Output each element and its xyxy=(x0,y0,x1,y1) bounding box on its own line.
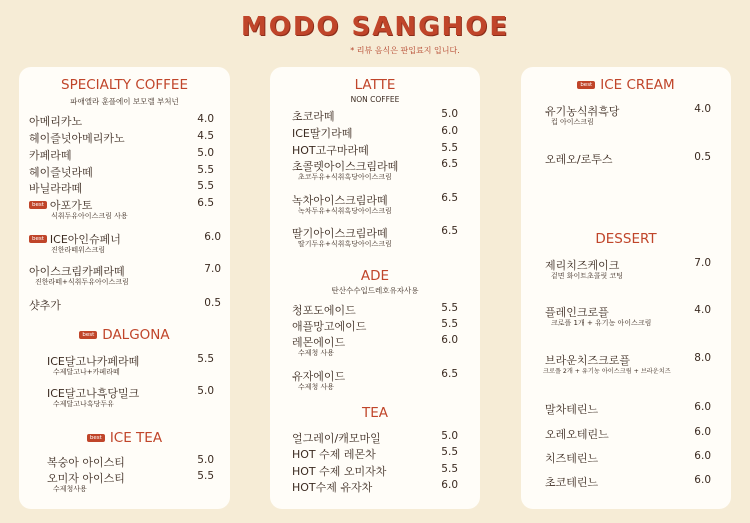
section-title-ade: ADE xyxy=(360,268,390,284)
item-price: 4.0 xyxy=(694,304,711,316)
item-name: HOT고구마라떼 xyxy=(292,144,369,157)
section-title-latte: LATTE xyxy=(354,77,396,93)
menu-item xyxy=(292,446,462,462)
item-name: 카페라떼 xyxy=(29,149,72,162)
item-desc: 진한라떼위스크림 xyxy=(51,246,106,254)
item-desc: 크로플 1개 + 유기농 아이스크림 xyxy=(551,319,652,327)
section-subtitle-latte: NON COFFEE xyxy=(350,95,400,104)
menu-item xyxy=(292,125,462,141)
item-price: 4.0 xyxy=(694,103,711,115)
menu-item xyxy=(29,197,214,220)
best-badge: best xyxy=(29,201,47,209)
item-desc: 진한라떼+식취두유아이스크림 xyxy=(35,278,129,286)
menu-item xyxy=(545,426,715,442)
item-price: 5.5 xyxy=(441,318,458,330)
item-price: 6.0 xyxy=(694,401,711,413)
item-price: 6.0 xyxy=(694,474,711,486)
item-name: HOT수제 유자차 xyxy=(292,481,373,494)
item-price: 5.0 xyxy=(441,108,458,120)
menu-item xyxy=(292,368,462,391)
menu-panel-latte xyxy=(270,67,480,509)
item-name: ICE달고나흑당밀크 xyxy=(47,387,140,400)
item-price: 5.5 xyxy=(441,302,458,314)
item-name: 녹차아이스크림라떼 xyxy=(292,194,388,207)
item-name: best ICE아인슈페너 xyxy=(29,231,121,247)
item-name: 말차테린느 xyxy=(545,403,599,416)
menu-item xyxy=(47,454,212,470)
item-name: 아이스크림카페라떼 xyxy=(29,265,125,278)
section-title-ice-cream: best ICE CREAM xyxy=(521,77,731,93)
item-desc: 초코두유+식취흑당아이스크림 xyxy=(298,173,392,181)
menu-item xyxy=(545,474,715,490)
item-price: 7.0 xyxy=(694,257,711,269)
item-price: 6.5 xyxy=(441,225,458,237)
item-name: 헤이즐넛라떼 xyxy=(29,166,93,179)
item-price: 5.5 xyxy=(197,353,214,365)
item-price: 5.5 xyxy=(197,470,214,482)
section-title-dessert: DESSERT xyxy=(595,231,657,247)
item-price: 6.0 xyxy=(204,231,221,243)
menu-item xyxy=(292,158,462,181)
menu-panel-coffee xyxy=(19,67,230,509)
item-desc: 수제청 사용 xyxy=(298,349,335,357)
item-price: 5.5 xyxy=(441,446,458,458)
menu-item xyxy=(47,353,214,376)
item-name: 청포도에이드 xyxy=(292,304,356,317)
item-name: 복숭아 아이스티 xyxy=(47,456,125,469)
item-price: 6.0 xyxy=(441,479,458,491)
menu-item xyxy=(29,130,214,146)
item-desc: 수제달고나흑당두유 xyxy=(53,400,114,408)
item-name: 초코테린느 xyxy=(545,476,599,489)
section-subtitle-ade: 탄산수수입드레호유자사용 xyxy=(331,286,419,295)
menu-item xyxy=(292,108,462,124)
item-price: 5.5 xyxy=(197,164,214,176)
item-price: 0.5 xyxy=(694,151,711,163)
item-price: 6.5 xyxy=(197,197,214,209)
menu-item xyxy=(545,151,715,167)
item-price: 5.5 xyxy=(197,180,214,192)
menu-header xyxy=(0,0,750,64)
menu-item xyxy=(29,113,214,129)
item-price: 5.0 xyxy=(197,147,214,159)
item-name: 레몬에이드 xyxy=(292,336,346,349)
item-desc: 수제달고나+카페라떼 xyxy=(53,368,120,376)
menu-item xyxy=(292,142,462,158)
item-desc: 겉면 화이트초콜릿 코팅 xyxy=(551,272,624,280)
item-price: 5.0 xyxy=(197,454,214,466)
item-desc: 녹차두유+식취흑당아이스크림 xyxy=(298,207,392,215)
item-name: HOT 수제 레몬차 xyxy=(292,448,376,461)
item-name: 브라운치즈크로플 xyxy=(545,354,631,367)
item-price: 6.5 xyxy=(441,158,458,170)
item-price: 7.0 xyxy=(204,263,221,275)
menu-item xyxy=(29,263,221,286)
item-desc: 식취두유아이스크림 사용 xyxy=(51,212,128,220)
menu-item xyxy=(292,225,462,248)
item-price: 5.5 xyxy=(441,142,458,154)
menu-item xyxy=(47,385,214,408)
item-name: best 아포가토 xyxy=(29,197,92,213)
menu-item xyxy=(545,103,715,126)
item-name: 초콜렛아이스크림라떼 xyxy=(292,160,399,173)
item-name: 오레오테린느 xyxy=(545,428,609,441)
item-name: 제리치즈케이크 xyxy=(545,259,620,272)
menu-item xyxy=(29,231,221,254)
item-name: 오미자 아이스티 xyxy=(47,472,125,485)
menu-item xyxy=(543,352,715,375)
section-title-dalgona: best DALGONA xyxy=(19,327,230,343)
item-price: 5.5 xyxy=(441,463,458,475)
item-name: 초코라떼 xyxy=(292,110,335,123)
item-name: ICE달고나카페라떼 xyxy=(47,355,140,368)
item-name: 딸기아이스크림라떼 xyxy=(292,227,388,240)
item-name: 바닐라라떼 xyxy=(29,182,83,195)
item-price: 4.0 xyxy=(197,113,214,125)
header-note: * 리뷰 음식은 판입료지 입니다. xyxy=(350,46,460,55)
menu-item xyxy=(545,257,715,280)
section-subtitle-specialty: 파애엘라 훈플에이 보모렐 부처넌 xyxy=(70,97,179,106)
item-name: ICE딸기라떼 xyxy=(292,127,353,140)
item-name: 유기농식취흑당 xyxy=(545,105,620,118)
item-price: 6.0 xyxy=(441,125,458,137)
item-name: HOT 수제 오미자차 xyxy=(292,465,387,478)
item-name: 애플망고에이드 xyxy=(292,320,367,333)
item-price: 5.0 xyxy=(197,385,214,397)
item-name: 샷추가 xyxy=(29,299,61,312)
menu-item xyxy=(29,180,214,196)
item-name: 오레오/로투스 xyxy=(545,153,613,166)
menu-item xyxy=(545,304,715,327)
menu-panel-icecream-dessert xyxy=(521,67,731,509)
best-badge: best xyxy=(79,331,97,339)
item-desc: 크로플 2개 + 유기농 아이스크림 + 브라운치즈 xyxy=(543,368,671,375)
item-price: 6.0 xyxy=(694,426,711,438)
menu-item xyxy=(292,479,462,495)
menu-item xyxy=(292,463,462,479)
item-name: 치즈테린느 xyxy=(545,452,599,465)
menu-item xyxy=(292,192,462,215)
item-desc: 딸기두유+식취흑당아이스크림 xyxy=(298,240,392,248)
item-name: 얼그레이/캐모마일 xyxy=(292,432,381,445)
menu-item xyxy=(292,430,462,446)
item-price: 0.5 xyxy=(204,297,221,309)
item-name: 플레인크로플 xyxy=(545,306,609,319)
menu-item xyxy=(47,470,214,493)
item-price: 6.5 xyxy=(441,192,458,204)
best-badge: best xyxy=(577,81,595,89)
menu-item xyxy=(29,147,214,163)
item-price: 6.5 xyxy=(441,368,458,380)
section-title-ice-tea: best ICE TEA xyxy=(19,430,230,446)
best-badge: best xyxy=(87,434,105,442)
item-desc: 수제청 사용 xyxy=(298,383,335,391)
item-desc: 수제청사용 xyxy=(53,485,87,493)
menu-item xyxy=(29,297,221,313)
item-price: 6.0 xyxy=(441,334,458,346)
item-name: 아메리카노 xyxy=(29,115,83,128)
item-price: 4.5 xyxy=(197,130,214,142)
item-price: 5.0 xyxy=(441,430,458,442)
section-title-specialty-coffee: SPECIALTY COFFEE xyxy=(61,77,188,93)
item-name: 헤이즐넛아메리카노 xyxy=(29,132,125,145)
menu-item xyxy=(545,450,715,466)
brand-title: MODO SANGHOE xyxy=(240,12,510,42)
menu-item xyxy=(292,318,462,334)
item-price: 8.0 xyxy=(694,352,711,364)
item-name: 유자에이드 xyxy=(292,370,346,383)
menu-item xyxy=(545,401,715,417)
menu-item xyxy=(292,334,462,357)
menu-item xyxy=(29,164,214,180)
menu-item xyxy=(292,302,462,318)
best-badge: best xyxy=(29,235,47,243)
item-desc: 컵 아이스크림 xyxy=(551,118,594,126)
item-price: 6.0 xyxy=(694,450,711,462)
section-title-tea: TEA xyxy=(361,405,388,421)
